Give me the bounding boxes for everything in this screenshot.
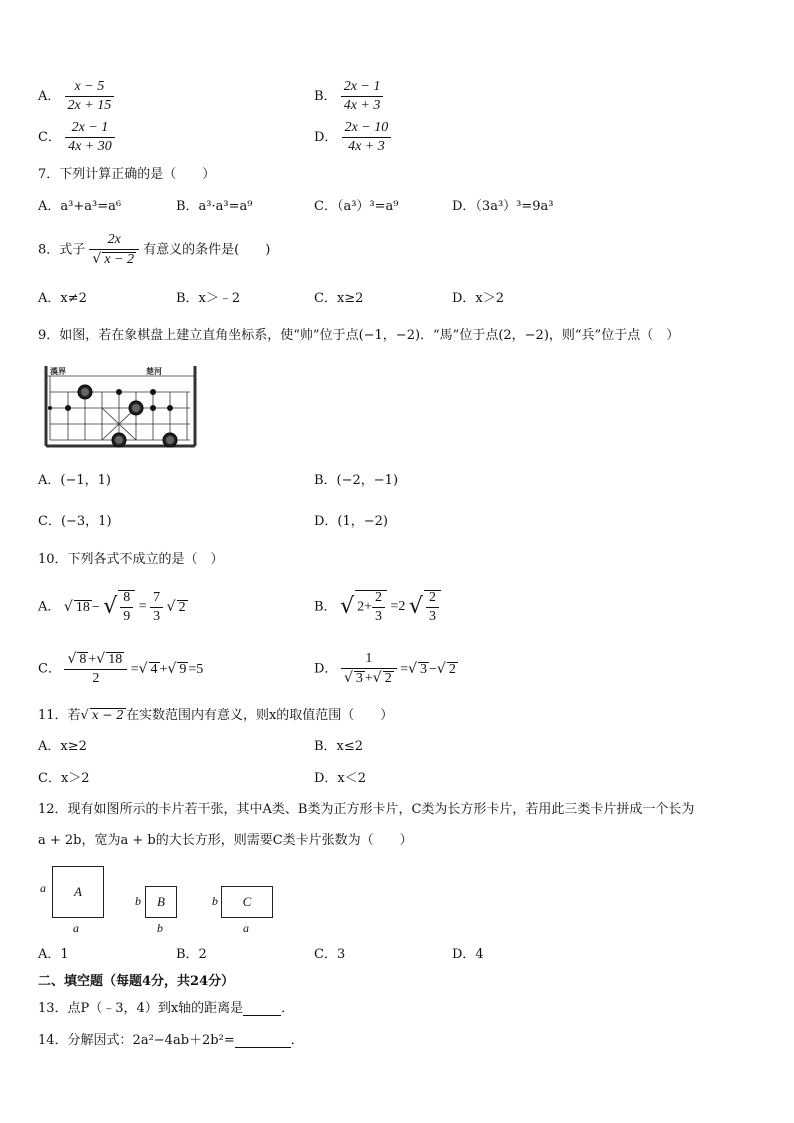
q14: 14．分解因式：2a²−4ab＋2b²= ． — [38, 1033, 304, 1048]
card-a-bottom-label: a — [73, 921, 79, 935]
q9-stem: 9．如图，若在象棋盘上建立直角坐标系，使“帅”位于点(−1，−2)．“馬”位于点(2，−2)，则“兵”位于点（ ） — [38, 328, 680, 343]
q6-option-d: D． $\frac{2x - 10}{4x + 3}$ — [314, 121, 391, 154]
q8-option-d: D．x＞2 — [452, 291, 505, 306]
q10-option-b: B． √ 2+ $\frac{2}{3}$ =2 √ $\frac{2}{3}$ — [314, 590, 441, 624]
q10-option-a: A． √ 18 − √ $\frac{8}{9}$ = $\frac{7}{3}$ √ 2 — [38, 589, 186, 624]
q7-stem: 7．下列计算正确的是（ ） — [38, 167, 216, 182]
q12-option-b: B．2 — [176, 947, 207, 962]
q8-option-c: C．x≥2 — [314, 291, 364, 306]
card-b-side-label: b — [135, 894, 141, 908]
q6-d-fraction: $\frac{2x - 10}{4x + 3}$ — [342, 121, 392, 154]
q10-option-c: C． $\frac{√ 8 +√ 18}{2}$ =√ 4 +√ 9 =5 — [38, 651, 204, 686]
q11-option-a: A．x≥2 — [38, 739, 87, 754]
section-heading: 二、填空题（每题4分，共24分） — [38, 974, 235, 989]
q10-stem: 10．下列各式不成立的是（ ） — [38, 552, 224, 567]
q9-option-b: B．(−2，−1) — [314, 473, 399, 488]
q9-option-a: A．(−1，1) — [38, 473, 111, 488]
q6-option-b: B． $\frac{2x - 1}{4x + 3}$ — [314, 80, 383, 113]
q6-a-fraction: $\frac{x - 5}{2x + 15}$ — [65, 80, 115, 113]
chess-board-figure — [42, 364, 202, 454]
q9-option-c: C．(−3，1) — [38, 514, 112, 529]
q7-option-b: B．a³·a³=a⁹ — [176, 199, 253, 214]
board-river-right-label: 楚河 — [146, 367, 162, 376]
board-river-left-label: 漢界 — [50, 367, 66, 376]
q8-option-b: B．x＞﹣2 — [176, 291, 241, 306]
card-a-side-label: a — [40, 881, 46, 895]
q9-option-d: D．(1，−2) — [314, 514, 389, 529]
q11-option-d: D．x＜2 — [314, 771, 367, 786]
card-a: A — [52, 866, 104, 918]
card-b-bottom-label: b — [157, 921, 163, 935]
q8-option-a: A．x≠2 — [38, 291, 87, 306]
q12-option-c: C．3 — [314, 947, 346, 962]
q11-option-c: C．x＞2 — [38, 771, 90, 786]
q13-answer-blank[interactable] — [243, 1002, 281, 1016]
q12-stem-line2: a + 2b，宽为a + b的大长方形，则需要C类卡片张数为（ ） — [38, 833, 413, 848]
q6-c-fraction: $\frac{2x - 1}{4x + 30}$ — [65, 121, 115, 154]
card-b: B — [145, 886, 177, 918]
q13: 13．点P（﹣3，4）到x轴的距离是 ． — [38, 1001, 295, 1016]
q7-option-d: D．（3a³）³=9a³ — [452, 199, 554, 214]
q12-option-d: D．4 — [452, 947, 484, 962]
q10-option-d: D． $\frac{1}{√ 3 +√ 2}$ =√ 3 −√ 2 — [314, 651, 456, 686]
card-c-bottom-label: a — [243, 921, 249, 935]
q12-option-a: A．1 — [38, 947, 69, 962]
q6-b-fraction: $\frac{2x - 1}{4x + 3}$ — [341, 80, 384, 113]
q6-option-c: C． $\frac{2x - 1}{4x + 30}$ — [38, 121, 115, 154]
q11-stem: 11．若√ x − 2 在实数范围内有意义，则x的取值范围（ ） — [38, 708, 394, 723]
q7-option-a: A．a³+a³=a⁶ — [38, 199, 122, 214]
q8-fraction: $\frac{2x}{√ x - 2}$ — [89, 233, 139, 267]
q6-option-a: A． $\frac{x - 5}{2x + 15}$ — [38, 80, 114, 113]
q11-option-b: B．x≤2 — [314, 739, 364, 754]
q7-option-c: C．（a³）³=a⁹ — [314, 199, 399, 214]
q14-answer-blank[interactable] — [235, 1034, 291, 1048]
q8-stem: 8．式子 $\frac{2x}{√ x - 2}$ 有意义的条件是( ) — [38, 232, 271, 267]
card-c: C — [221, 886, 273, 918]
card-c-side-label: b — [212, 894, 218, 908]
q12-stem-line1: 12．现有如图所示的卡片若干张，其中A类、B类为正方形卡片，C类为长方形卡片，若用此三类卡片拼成一个长为 — [38, 802, 695, 817]
